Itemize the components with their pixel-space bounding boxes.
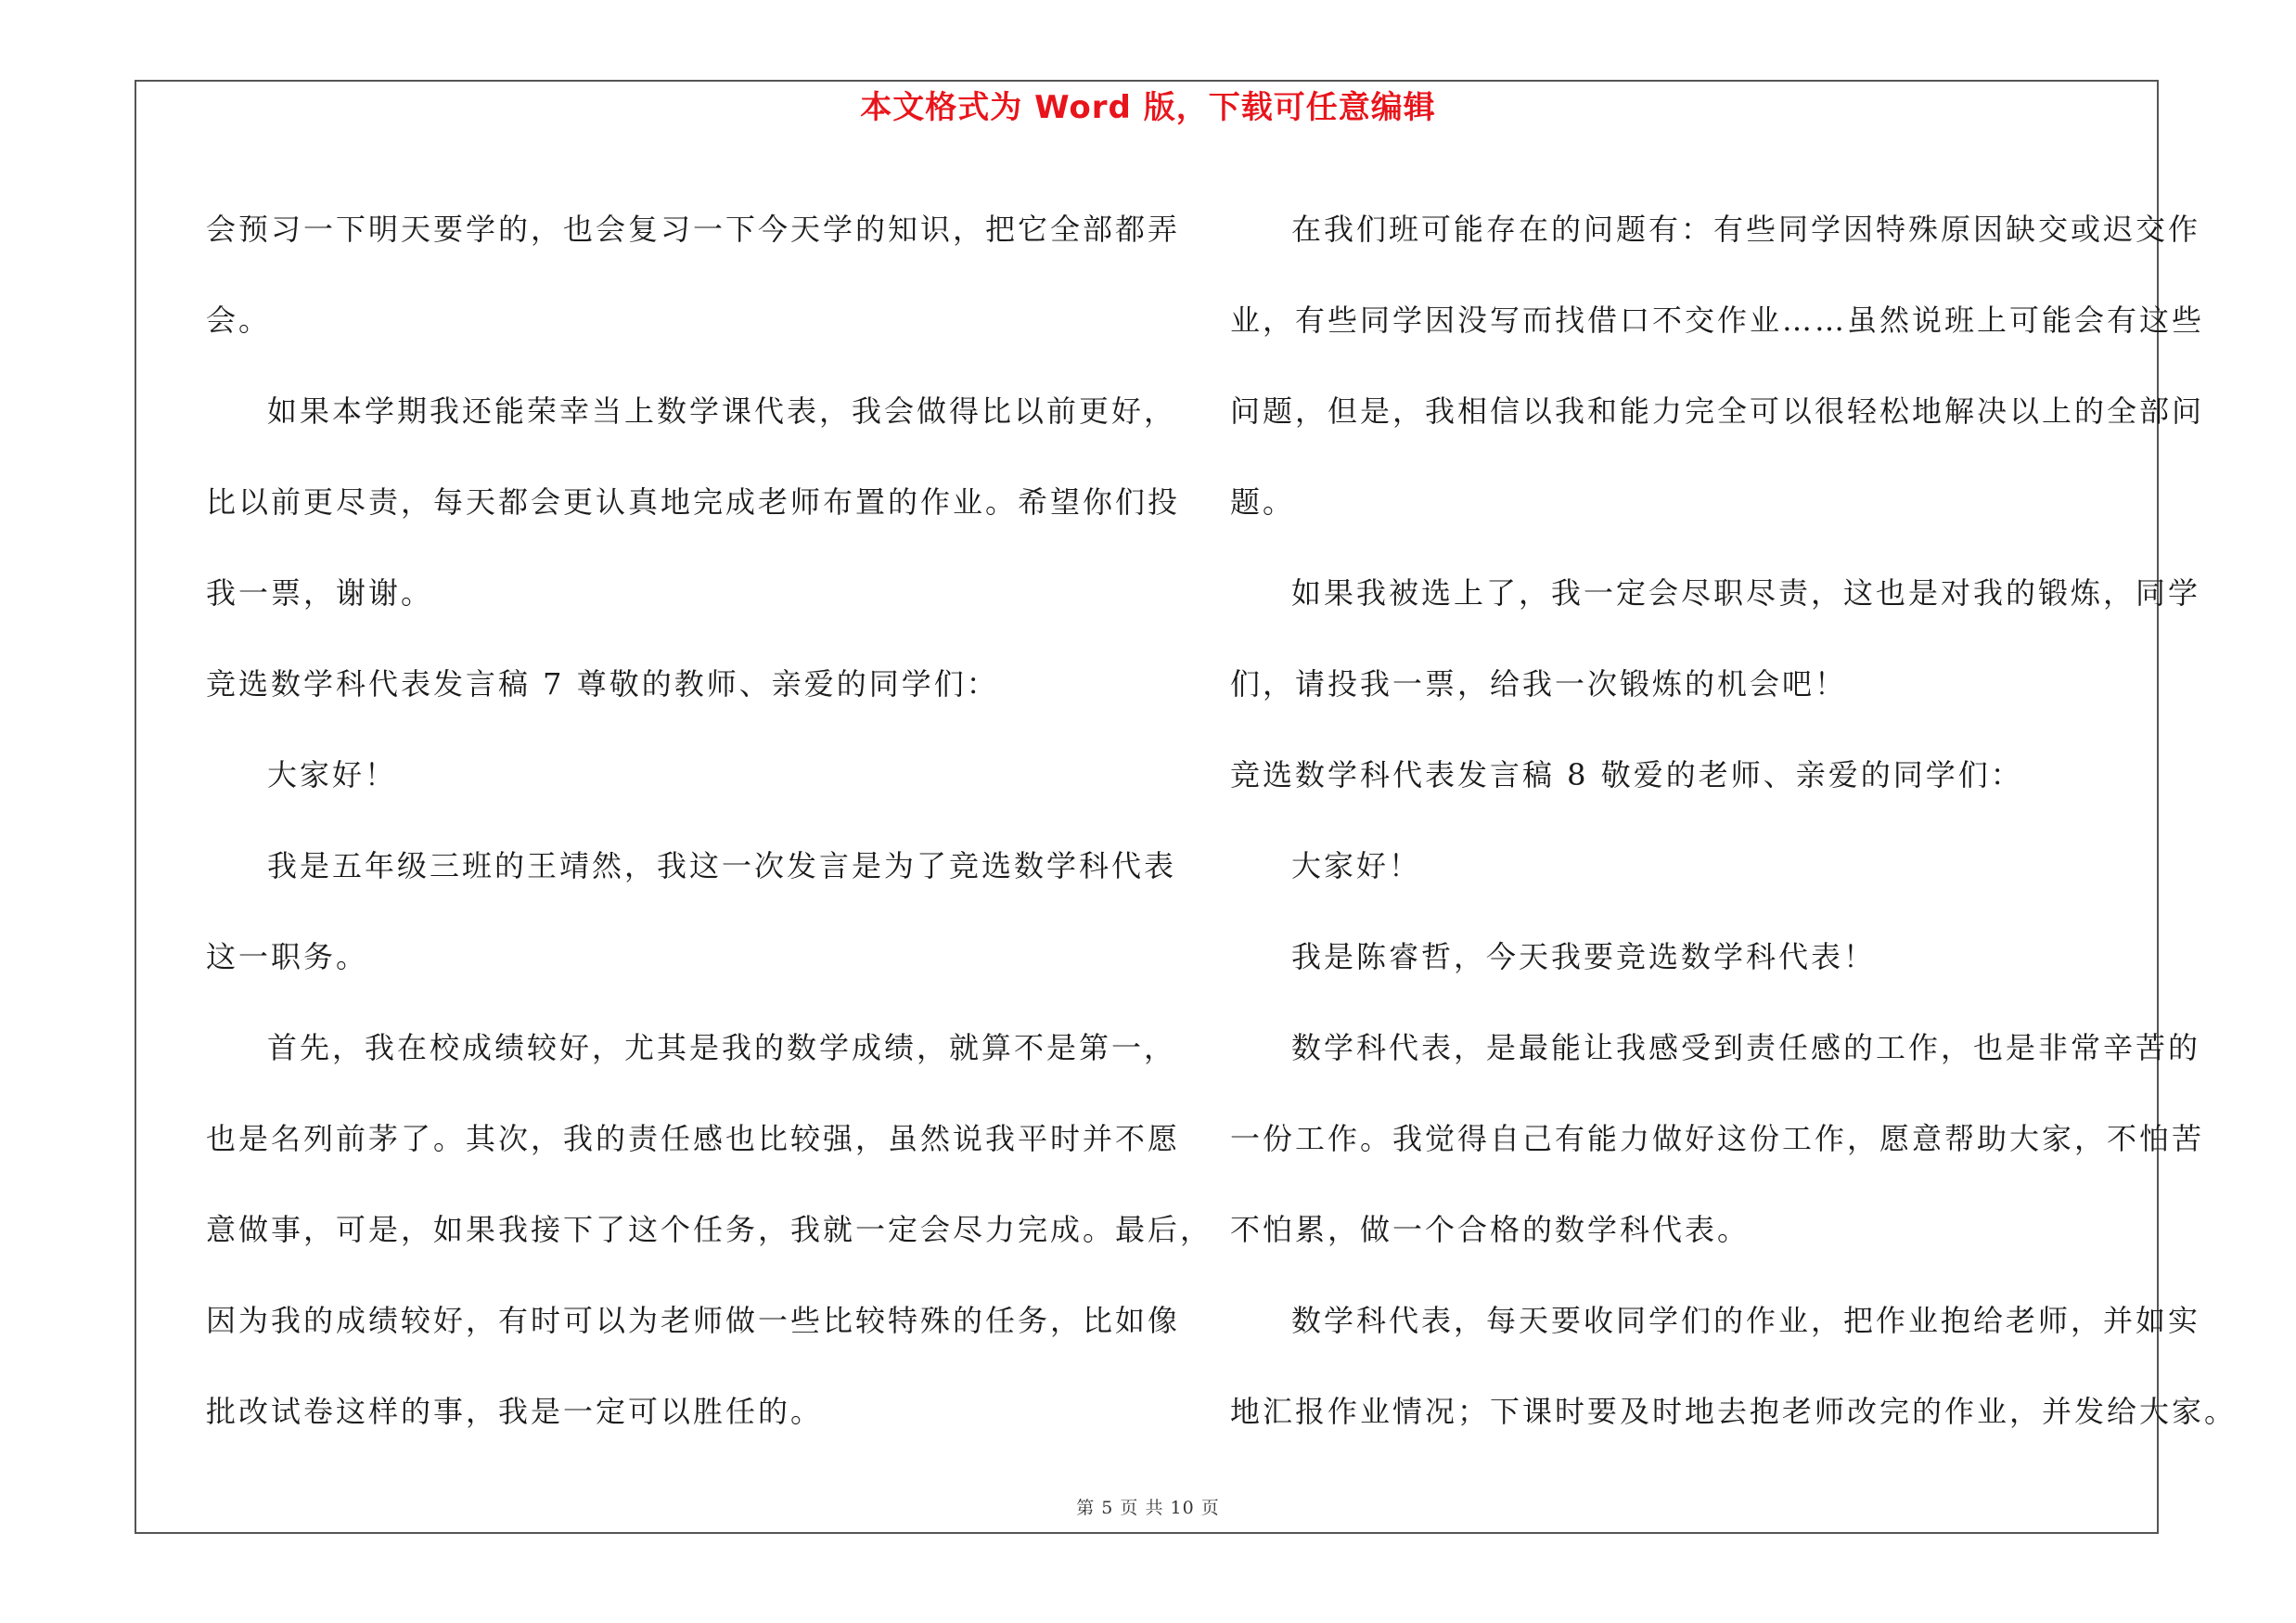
text-line: 不怕累，做一个合格的数学科代表。 bbox=[1230, 1212, 1751, 1247]
text-line: 题。 bbox=[1230, 484, 1296, 520]
text-line: 大家好！ bbox=[267, 757, 398, 792]
text-line: 如果我被选上了，我一定会尽职尽责，这也是对我的锻炼，同学 bbox=[1291, 575, 2201, 611]
text-line: 竞选数学科代表发言稿 7 尊敬的教师、亲爱的同学们： bbox=[206, 666, 999, 702]
text-line: 数学科代表，是最能让我感受到责任感的工作，也是非常辛苦的 bbox=[1291, 1030, 2201, 1065]
right-column bbox=[1230, 184, 2238, 1457]
format-banner: 本文格式为 Word 版，下载可任意编辑 bbox=[860, 89, 1436, 126]
text-line: 我一票，谢谢。 bbox=[206, 575, 434, 611]
text-line: 批改试卷这样的事，我是一定可以胜任的。 bbox=[206, 1394, 824, 1429]
text-line: 大家好！ bbox=[1291, 848, 1422, 883]
text-line: 地汇报作业情况；下课时要及时地去抱老师改完的作业，并发给大家。 bbox=[1230, 1394, 2238, 1429]
text-line: 在我们班可能存在的问题有：有些同学因特殊原因缺交或迟交作 bbox=[1291, 212, 2201, 247]
text-line: 问题，但是，我相信以我和能力完全可以很轻松地解决以上的全部问 bbox=[1230, 393, 2205, 429]
text-line: 意做事，可是，如果我接下了这个任务，我就一定会尽力完成。最后， bbox=[206, 1212, 1213, 1247]
text-line: 比以前更尽责，每天都会更认真地完成老师布置的作业。希望你们投 bbox=[206, 484, 1181, 520]
text-line: 竞选数学科代表发言稿 8 敬爱的老师、亲爱的同学们： bbox=[1230, 757, 2023, 792]
text-line: 如果本学期我还能荣幸当上数学课代表，我会做得比以前更好， bbox=[267, 393, 1177, 429]
page-footer: 第 5 页 共 10 页 bbox=[1076, 1498, 1220, 1518]
text-line: 我是陈睿哲，今天我要竞选数学科代表！ bbox=[1291, 939, 1877, 974]
left-column bbox=[206, 184, 1213, 1457]
text-line: 首先，我在校成绩较好，尤其是我的数学成绩，就算不是第一， bbox=[267, 1030, 1177, 1065]
text-line: 会预习一下明天要学的，也会复习一下今天学的知识，把它全部都弄 bbox=[206, 212, 1181, 247]
text-line: 数学科代表，每天要收同学们的作业，把作业抱给老师，并如实 bbox=[1291, 1303, 2201, 1338]
text-line: 会。 bbox=[206, 303, 272, 338]
text-line: 们，请投我一票，给我一次锻炼的机会吧！ bbox=[1230, 666, 1848, 702]
text-line: 也是名列前茅了。其次，我的责任感也比较强，虽然说我平时并不愿 bbox=[206, 1121, 1181, 1156]
text-line: 一份工作。我觉得自己有能力做好这份工作，愿意帮助大家，不怕苦 bbox=[1230, 1121, 2205, 1156]
text-line: 这一职务。 bbox=[206, 939, 369, 974]
text-line: 我是五年级三班的王靖然，我这一次发言是为了竞选数学科代表 bbox=[267, 848, 1177, 883]
text-line: 业，有些同学因没写而找借口不交作业……虽然说班上可能会有这些 bbox=[1230, 303, 2205, 338]
text-line: 因为我的成绩较好，有时可以为老师做一些比较特殊的任务，比如像 bbox=[206, 1303, 1181, 1338]
